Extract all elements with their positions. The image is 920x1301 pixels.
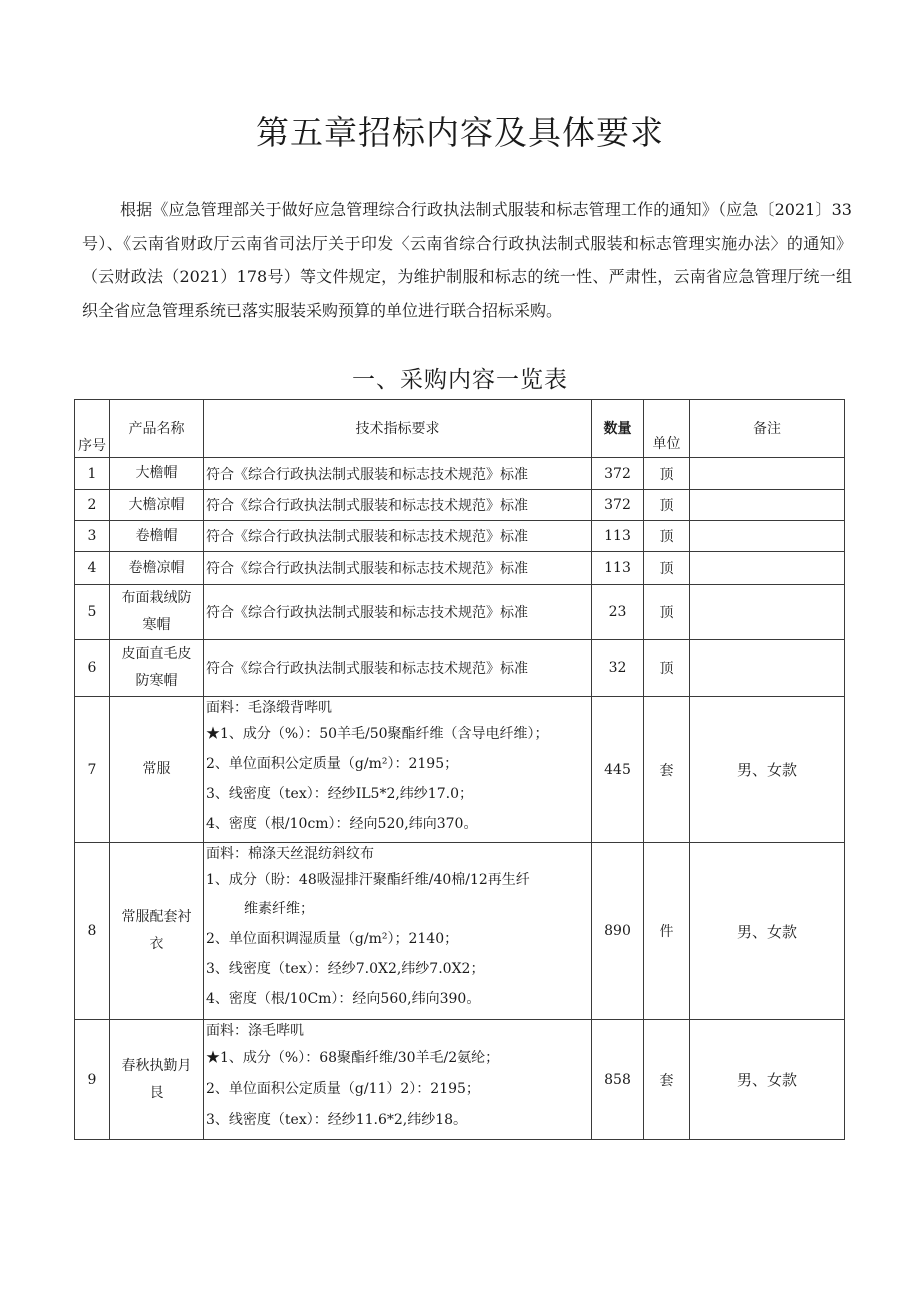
table-header-row [75,400,845,458]
spec-line: 面料：涤毛哔叽 [206,1023,304,1039]
header-unit: 单位 [644,400,690,458]
table-row [75,585,845,640]
row-note [690,585,845,640]
page-title: 第五章招标内容及具体要求 [256,113,664,152]
spec-line: 2、单位面积公定质量（g/11）2）：2195； [206,1081,480,1097]
table-row [75,1020,845,1140]
spec-line: 维素纤维； [244,901,314,917]
table-row [75,640,845,697]
row-name: 常服配套衬衣 [110,843,204,1020]
row-qty: 113 [592,552,644,585]
row-name: 皮面直毛皮防寒帽 [110,640,204,697]
table-row [75,697,845,843]
row-spec [204,697,592,843]
row-note [690,640,845,697]
row-note [690,458,845,490]
row-seq: 1 [75,458,110,490]
row-spec: 符合《综合行政执法制式服装和标志技术规范》标准 [204,552,592,585]
row-note [690,552,845,585]
row-name: 大檐帽 [110,458,204,490]
row-unit: 套 [644,1020,690,1140]
spec-line: ★1、成分（%）：50羊毛/50聚酯纤维（含导电纤维）； [206,726,549,742]
spec-line: 2、单位面积公定质量（g/m²）：2195； [206,756,459,772]
row-seq: 7 [75,697,110,843]
row-name: 布面栽绒防寒帽 [110,585,204,640]
row-seq: 9 [75,1020,110,1140]
row-name: 卷檐帽 [110,521,204,552]
row-qty: 890 [592,843,644,1020]
spec-line: ★1、成分（%）：68聚酯纤维/30羊毛/2氨纶； [206,1050,500,1066]
spec-line: 面料：毛涤缎背哔叽 [206,700,332,716]
row-name: 卷檐凉帽 [110,552,204,585]
row-qty: 23 [592,585,644,640]
row-spec: 符合《综合行政执法制式服装和标志技术规范》标准 [204,458,592,490]
procurement-table [74,399,845,1140]
spec-line: 4、密度（根/10cm）：经向520,纬向370。 [206,816,478,832]
row-note [690,521,845,552]
row-seq: 6 [75,640,110,697]
row-spec: 符合《综合行政执法制式服装和标志技术规范》标准 [204,521,592,552]
table-row [75,521,845,552]
row-seq: 8 [75,843,110,1020]
row-spec [204,843,592,1020]
row-name: 常服 [110,697,204,843]
row-unit: 顶 [644,458,690,490]
table-row [75,843,845,1020]
table-row [75,490,845,521]
row-spec: 符合《综合行政执法制式服装和标志技术规范》标准 [204,585,592,640]
row-qty: 372 [592,490,644,521]
row-spec: 符合《综合行政执法制式服装和标志技术规范》标准 [204,490,592,521]
header-note: 备注 [690,400,845,458]
spec-line: 3、线密度（tex）：经纱7.0X2,纬纱7.0X2； [206,961,485,977]
row-name: 大檐凉帽 [110,490,204,521]
row-unit: 顶 [644,521,690,552]
header-qty: 数量 [592,400,644,458]
header-spec: 技术指标要求 [204,400,592,458]
spec-line: 2、单位面积调湿质量（g/m²）；2140； [206,931,459,947]
row-note [690,490,845,521]
intro-paragraph: 根据《应急管理部关于做好应急管理综合行政执法制式服装和标志管理工作的通知》（应急〔2021〕33号）、《云南省财政厅云南省司法厅关于印发〈云南省综合行政执法制式服装和标志管理实施办法〉的通知》（云财政法（2021）178号）等文件规定，为维护制服和标志的统一性、严肃性，云南省应急管理厅统一组织全省应急管理系统已落实服装采购预算的单位进行联合招标采购。 [82,200,852,320]
spec-line: 4、密度（根/10Cm）：经向560,纬向390。 [206,991,481,1007]
row-seq: 5 [75,585,110,640]
row-unit: 顶 [644,552,690,585]
row-qty: 445 [592,697,644,843]
row-seq: 4 [75,552,110,585]
spec-line: 面料：棉涤天丝混纺斜纹布 [206,846,374,862]
spec-line: 3、线密度（tex）：经纱11.6*2,纬纱18。 [206,1112,468,1128]
row-spec [204,1020,592,1140]
row-spec: 符合《综合行政执法制式服装和标志技术规范》标准 [204,640,592,697]
row-unit: 顶 [644,640,690,697]
row-qty: 32 [592,640,644,697]
table-row [75,458,845,490]
row-qty: 858 [592,1020,644,1140]
row-qty: 372 [592,458,644,490]
row-unit: 顶 [644,585,690,640]
spec-line: 1、成分（盼：48吸湿排汗聚酯纤维/40棉/12再生纤 [206,872,530,888]
spec-line: 3、线密度（tex）：经纱IL5*2,纬纱17.0； [206,786,473,802]
header-seq: 序号 [75,400,110,458]
row-qty: 113 [592,521,644,552]
table-row [75,552,845,585]
row-unit: 套 [644,697,690,843]
header-name: 产品名称 [110,400,204,458]
row-note: 男、女款 [690,843,845,1020]
row-seq: 3 [75,521,110,552]
row-seq: 2 [75,490,110,521]
row-unit: 件 [644,843,690,1020]
row-note: 男、女款 [690,697,845,843]
row-name: 春秋执勤月艮 [110,1020,204,1140]
row-note: 男、女款 [690,1020,845,1140]
row-unit: 顶 [644,490,690,521]
section-title: 一、采购内容一览表 [352,367,568,393]
